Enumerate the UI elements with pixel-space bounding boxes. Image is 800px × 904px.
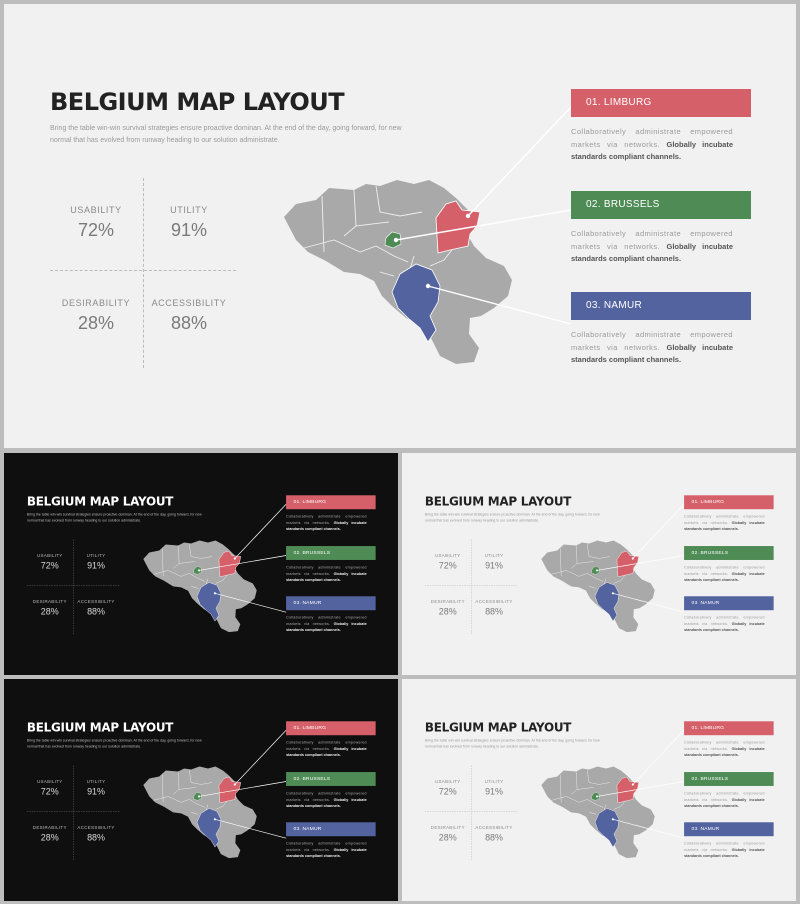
map-province-namur [595, 582, 619, 621]
connector-limburg [468, 107, 571, 216]
region-desc-text: Collaboratively administrate empowered markets via networks. [571, 229, 733, 251]
slide-content [402, 453, 796, 674]
region-label-namur: 03. NAMUR [684, 822, 774, 836]
stat-value: 28% [438, 832, 457, 843]
stat-value: 91% [485, 560, 504, 571]
stat-label: USABILITY [36, 552, 63, 558]
connector-dot-namur [214, 818, 216, 820]
region-desc-text: Collaboratively administrate empowered markets via networks. [571, 330, 733, 352]
map-province-namur [595, 808, 619, 847]
connector-dot-brussels [198, 569, 200, 571]
stat-label: ACCESSIBILITY [475, 599, 513, 605]
belgium-map [402, 679, 796, 900]
region-label-brussels: 02. BRUSSELS [684, 772, 774, 786]
region-label-namur: 03. NAMUR [684, 596, 774, 610]
region-desc-bold: Globally incubate standards compliant channels. [684, 746, 765, 758]
stat-label: DESIRABILITY [430, 599, 465, 605]
slide-title: BELGIUM MAP LAYOUT [424, 494, 572, 509]
slide-subtitle: Bring the table win-win survival strategies ensure proactive dominan. At the end of the day, going forward, for new normal that has evolved from runway heading to our solution administrate. [424, 739, 600, 749]
connector-dot-limburg [234, 783, 236, 785]
region-desc-brussels [286, 564, 367, 583]
map-belgium-base [541, 541, 654, 633]
slide-content [4, 453, 398, 674]
stat-value: 72% [438, 560, 457, 571]
connector-limburg [633, 504, 684, 558]
connector-dot-brussels [596, 795, 598, 797]
stat-label: ACCESSIBILITY [77, 825, 115, 831]
stat-label: ACCESSIBILITY [151, 298, 227, 308]
stat-value: 88% [170, 313, 208, 333]
stat-label: USABILITY [36, 778, 63, 784]
stat-value: 28% [438, 606, 457, 617]
region-desc-bold: Globally incubate standards compliant channels. [571, 139, 734, 161]
region-desc-brussels [286, 790, 367, 809]
connector-limburg [235, 730, 286, 784]
stat-label: UTILITY [86, 552, 106, 558]
map-province-namur [392, 264, 440, 342]
stat-value: 91% [170, 220, 208, 240]
stat-label: DESIRABILITY [32, 599, 67, 605]
region-desc-bold: Globally incubate standards compliant channels. [571, 342, 734, 364]
stat-label: USABILITY [434, 552, 461, 558]
region-desc-limburg [571, 126, 733, 164]
map-province-namur [197, 808, 221, 847]
connector-dot-limburg [632, 557, 634, 559]
connector-dot-namur [214, 592, 216, 594]
slide-content [402, 679, 796, 900]
region-label-limburg: 01. LIMBURG [286, 495, 376, 509]
region-desc-bold: Globally incubate standards compliant channels. [286, 746, 367, 758]
region-label-namur: 03. NAMUR [286, 822, 376, 836]
belgium-map [4, 4, 796, 448]
region-desc-bold: Globally incubate standards compliant channels. [684, 797, 765, 808]
map-belgium-base [541, 767, 654, 859]
connector-dot-namur [426, 284, 430, 288]
region-desc-namur [684, 615, 765, 634]
region-desc-bold: Globally incubate standards compliant channels. [286, 797, 367, 808]
region-desc-text: Collaboratively administrate empowered markets via networks. [684, 841, 765, 852]
connector-dot-brussels [198, 795, 200, 797]
stat-label: UTILITY [484, 778, 504, 784]
stat-label: UTILITY [86, 778, 106, 784]
region-desc-brussels [684, 790, 765, 809]
region-label-limburg: 01. LIMBURG [684, 721, 774, 735]
connector-dot-limburg [234, 557, 236, 559]
stat-value: 28% [77, 313, 115, 333]
stat-value: 91% [87, 560, 106, 571]
region-label-brussels: 02. BRUSSELS [286, 546, 376, 560]
stat-value: 72% [77, 220, 115, 240]
region-desc-namur [571, 329, 733, 367]
stat-label: USABILITY [434, 778, 461, 784]
region-desc-text: Collaboratively administrate empowered markets via networks. [684, 615, 765, 626]
region-desc-bold: Globally incubate standards compliant channels. [286, 621, 367, 633]
slide-title: BELGIUM MAP LAYOUT [26, 494, 174, 509]
region-desc-limburg [684, 514, 765, 533]
slide-title: BELGIUM MAP LAYOUT [50, 88, 345, 116]
region-desc-limburg [286, 740, 367, 759]
region-desc-text: Collaboratively administrate empowered markets via networks. [684, 514, 765, 525]
stat-value: 72% [40, 786, 59, 797]
region-desc-brussels [684, 564, 765, 583]
slide-content [4, 679, 398, 900]
stat-value: 88% [87, 606, 106, 617]
region-desc-text: Collaboratively administrate empowered markets via networks. [286, 514, 367, 525]
stat-value: 88% [485, 832, 504, 843]
region-desc-text: Collaboratively administrate empowered markets via networks. [286, 740, 367, 751]
stat-label: UTILITY [484, 552, 504, 558]
stat-label: ACCESSIBILITY [475, 825, 513, 831]
region-desc-text: Collaboratively administrate empowered markets via networks. [684, 564, 765, 576]
connector-limburg [235, 504, 286, 558]
connector-dot-brussels [394, 238, 398, 242]
map-belgium-base [143, 767, 256, 859]
region-desc-limburg [684, 740, 765, 759]
region-label-limburg: 01. LIMBURG [286, 721, 376, 735]
slide-main[interactable] [4, 4, 796, 448]
region-desc-text: Collaboratively administrate empowered markets via networks. [286, 841, 367, 852]
stat-value: 91% [87, 786, 106, 797]
slide-subtitle: Bring the table win-win survival strategies ensure proactive dominan. At the end of the day, going forward, for new normal that has evolved from runway heading to our solution administrate. [424, 513, 600, 523]
region-label-brussels: 02. BRUSSELS [571, 191, 751, 219]
region-desc-text: Collaboratively administrate empowered markets via networks. [286, 615, 367, 626]
region-label-brussels: 02. BRUSSELS [684, 546, 774, 560]
region-desc-namur [684, 841, 765, 860]
map-belgium-base [143, 541, 256, 633]
region-desc-bold: Globally incubate standards compliant channels. [684, 571, 765, 582]
connector-dot-brussels [596, 569, 598, 571]
map-province-namur [197, 582, 221, 621]
stat-value: 72% [40, 560, 59, 571]
stat-label: ACCESSIBILITY [77, 599, 115, 605]
connector-dot-limburg [466, 214, 470, 218]
belgium-map [402, 453, 796, 674]
region-desc-bold: Globally incubate standards compliant channels. [684, 847, 765, 859]
region-desc-bold: Globally incubate standards compliant channels. [571, 241, 734, 263]
region-label-limburg: 01. LIMBURG [571, 89, 751, 117]
region-desc-bold: Globally incubate standards compliant channels. [286, 847, 367, 859]
slide-subtitle: Bring the table win-win survival strategies ensure proactive dominan. At the end of the day, going forward, for new normal that has evolved from runway heading to our solution administrate. [50, 125, 402, 144]
slide-content [4, 4, 796, 448]
slide-subtitle: Bring the table win-win survival strategies ensure proactive dominan. At the end of the day, going forward, for new normal that has evolved from runway heading to our solution administrate. [26, 513, 202, 523]
stat-value: 88% [485, 606, 504, 617]
belgium-map [4, 453, 398, 674]
connector-dot-limburg [632, 783, 634, 785]
region-label-namur: 03. NAMUR [286, 596, 376, 610]
slide-thumb-light-1[interactable] [402, 453, 796, 675]
connector-dot-namur [612, 592, 614, 594]
region-desc-text: Collaboratively administrate empowered markets via networks. [286, 564, 367, 576]
region-desc-limburg [286, 514, 367, 533]
region-label-namur: 03. NAMUR [571, 292, 751, 320]
stat-value: 28% [40, 832, 59, 843]
stat-value: 88% [87, 832, 106, 843]
region-desc-namur [286, 841, 367, 860]
region-desc-brussels [571, 228, 733, 266]
map-belgium-base [284, 180, 512, 364]
region-desc-bold: Globally incubate standards compliant channels. [684, 520, 765, 532]
slide-thumb-light-2[interactable] [402, 679, 796, 901]
region-desc-bold: Globally incubate standards compliant channels. [286, 520, 367, 532]
slide-title: BELGIUM MAP LAYOUT [26, 720, 174, 735]
stat-value: 91% [485, 786, 504, 797]
stat-label: USABILITY [70, 205, 122, 215]
region-desc-text: Collaboratively administrate empowered markets via networks. [684, 790, 765, 802]
region-desc-namur [286, 615, 367, 634]
region-label-limburg: 01. LIMBURG [684, 495, 774, 509]
connector-limburg [633, 730, 684, 784]
region-desc-text: Collaboratively administrate empowered markets via networks. [684, 740, 765, 751]
slide-title: BELGIUM MAP LAYOUT [424, 720, 572, 735]
region-desc-bold: Globally incubate standards compliant channels. [684, 621, 765, 633]
region-desc-text: Collaboratively administrate empowered markets via networks. [286, 790, 367, 802]
stat-label: DESIRABILITY [61, 298, 131, 308]
stat-label: DESIRABILITY [32, 825, 67, 831]
slide-subtitle: Bring the table win-win survival strategies ensure proactive dominan. At the end of the day, going forward, for new normal that has evolved from runway heading to our solution administrate. [26, 739, 202, 749]
slide-thumb-dark-1[interactable] [4, 453, 398, 675]
stat-value: 72% [438, 786, 457, 797]
stat-label: DESIRABILITY [430, 825, 465, 831]
region-desc-bold: Globally incubate standards compliant channels. [286, 571, 367, 582]
region-desc-text: Collaboratively administrate empowered markets via networks. [571, 127, 733, 149]
connector-dot-namur [612, 818, 614, 820]
belgium-map [4, 679, 398, 900]
region-label-brussels: 02. BRUSSELS [286, 772, 376, 786]
stat-label: UTILITY [170, 205, 208, 215]
stat-value: 28% [40, 606, 59, 617]
slide-thumb-dark-2[interactable] [4, 679, 398, 901]
